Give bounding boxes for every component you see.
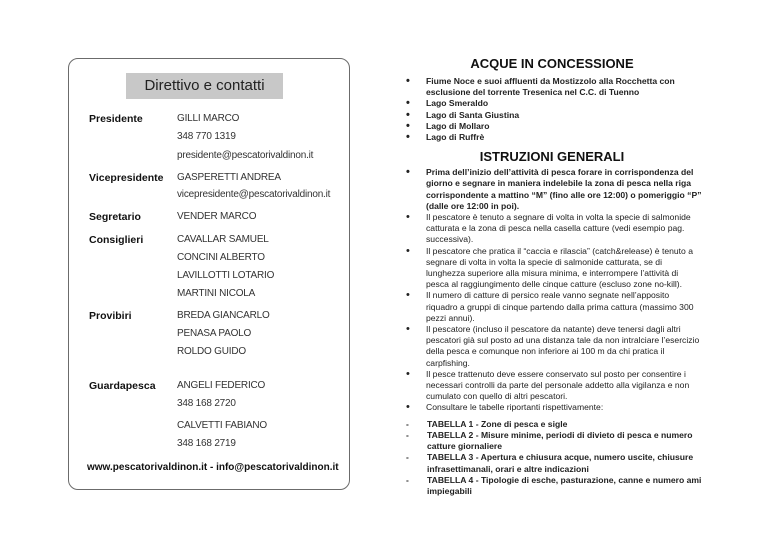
presidente-email: presidente@pescatorivaldinon.it (177, 150, 314, 161)
tabelle-list (402, 419, 702, 497)
presidente-phone: 348 770 1319 (177, 131, 236, 142)
list-item: - TABELLA 1 - Zone di pesca e sigle (402, 419, 702, 430)
list-item: • Il pescatore (incluso il pescatore da natante) deve tenersi dagli altri pescatori già sul posto ad una distanza tale da non intralciare l’esercizio della pesca e comunque non inferiore ai 100 m da chi pratica il carpfishing. (402, 324, 702, 369)
website-email-footer[interactable]: www.pescatorivaldinon.it - info@pescatorivaldinon.it (87, 462, 339, 473)
list-item: • Lago di Ruffrè (402, 132, 702, 143)
consigliere-name: CONCINI ALBERTO (177, 252, 265, 263)
list-item: • Il pescatore che pratica il “caccia e rilascia” (catch&release) è tenuto a segnare di volta in volta la specie di salmonide catturata, se di lunghezza superiore alla misura minima, e interrompere l’attività di pesca al raggiungimento delle cinque catture (escluso zone no-kill). (402, 246, 702, 291)
vicepresidente-email: vicepresidente@pescatorivaldinon.it (177, 189, 331, 200)
rules-column (402, 56, 702, 497)
list-item: • Fiume Noce e suoi affluenti da Mostizzolo alla Rocchetta con esclusione del torrente Tresenica nel C.C. di Tuenno (402, 76, 702, 98)
role-vicepresidente: Vicepresidente (89, 172, 164, 184)
role-provibiri: Provibiri (89, 310, 132, 322)
provibiro-name: ROLDO GUIDO (177, 346, 246, 357)
istruzioni-title: ISTRUZIONI GENERALI (479, 149, 625, 165)
guardapesca-phone: 348 168 2719 (177, 438, 236, 449)
segretario-name: VENDER MARCO (177, 211, 257, 222)
list-item: • Lago Smeraldo (402, 98, 702, 109)
list-item: • Lago di Santa Giustina (402, 110, 702, 121)
list-item: • Consultare le tabelle riportanti rispettivamente: (402, 402, 702, 413)
acque-list (402, 76, 702, 143)
list-item: • Il pesce trattenuto deve essere conservato sul posto per consentire i necessari controlli da parte del personale addetto alla vigilanza e non cumulato con quello di altri pescatori. (402, 369, 702, 403)
provibiro-name: BREDA GIANCARLO (177, 310, 270, 321)
role-segretario: Segretario (89, 211, 141, 223)
provibiro-name: PENASA PAOLO (177, 328, 252, 339)
list-item: • Prima dell’inizio dell’attività di pesca forare in corrispondenza del giorno e segnare in maniera indelebile la zona di pesca nella riga corrispondente a mattino “M” (fino alle ore 12:00) o pomeriggio “P” (dalle ore 12:00 in poi). (402, 167, 702, 212)
list-item: • Il numero di catture di persico reale vanno segnate nell’apposito riquadro a gruppi di cinque partendo dalla prima cattura (massimo 300 pezzi annui). (402, 290, 702, 324)
consigliere-name: LAVILLOTTI LOTARIO (177, 270, 275, 281)
list-item: - TABELLA 4 - Tipologie di esche, pasturazione, canne e numero ami impiegabili (402, 475, 702, 497)
vicepresidente-name: GASPERETTI ANDREA (177, 172, 281, 183)
list-item: - TABELLA 2 - Misure minime, periodi di divieto di pesca e numero catture giornaliere (402, 430, 702, 452)
consigliere-name: MARTINI NICOLA (177, 288, 256, 299)
presidente-name: GILLI MARCO (177, 113, 240, 124)
guardapesca-phone: 348 168 2720 (177, 398, 236, 409)
list-item: • Il pescatore è tenuto a segnare di volta in volta la specie di salmonide catturata e la zona di pesca nella casella catture (vedi esempio pag. successiva). (402, 212, 702, 246)
istruzioni-list (402, 167, 702, 413)
role-presidente: Presidente (89, 113, 143, 125)
directory-panel (68, 58, 350, 490)
list-item: • Lago di Mollaro (402, 121, 702, 132)
panel-title: Direttivo e contatti (126, 73, 283, 99)
guardapesca-name: ANGELI FEDERICO (177, 380, 266, 391)
consigliere-name: CAVALLAR SAMUEL (177, 234, 269, 245)
acque-title: ACQUE IN CONCESSIONE (470, 56, 634, 71)
role-guardapesca: Guardapesca (89, 380, 156, 392)
role-consiglieri: Consiglieri (89, 234, 144, 246)
list-item: - TABELLA 3 - Apertura e chiusura acque, numero uscite, chiusure infrasettimanali, orari e altre indicazioni (402, 452, 702, 474)
guardapesca-name: CALVETTI FABIANO (177, 420, 267, 431)
